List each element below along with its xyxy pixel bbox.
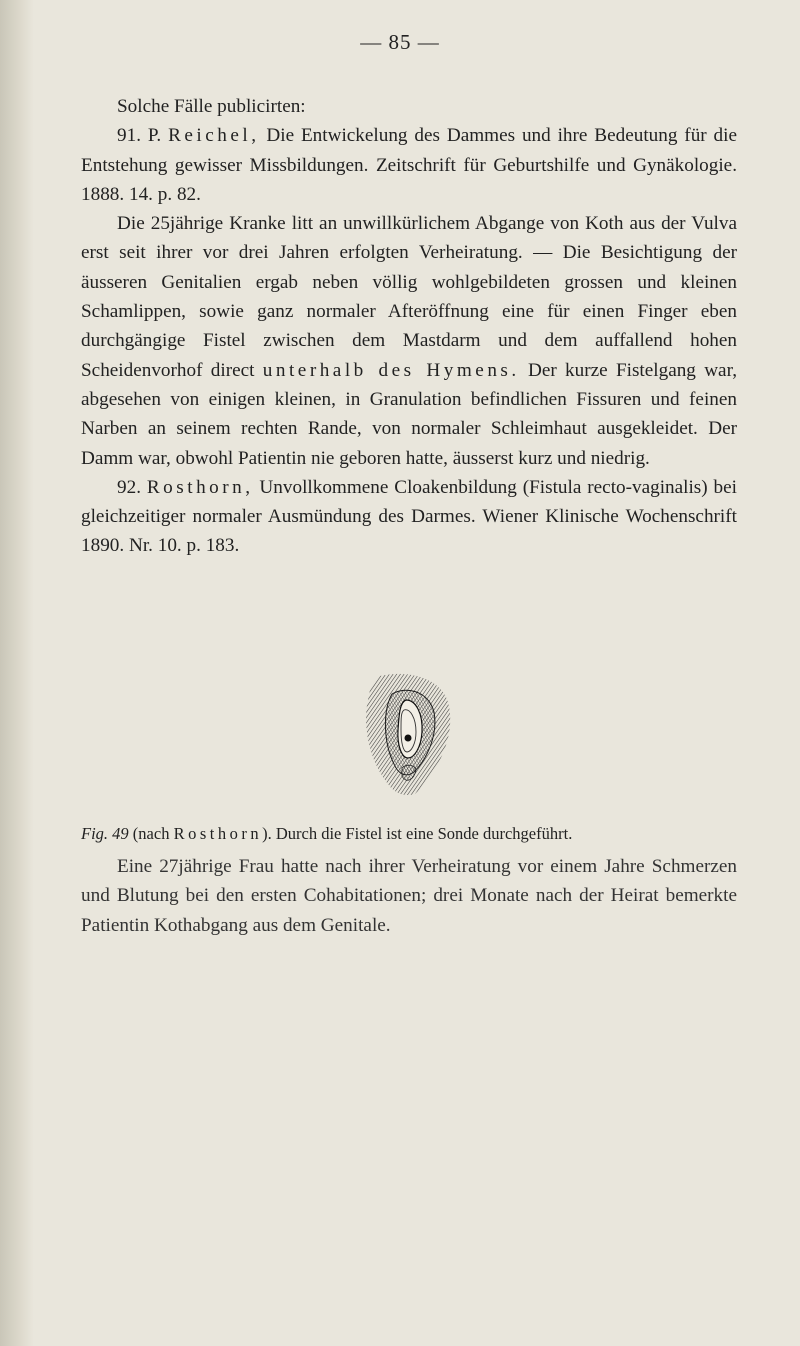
- reference-92-author: Rosthorn,: [146, 476, 254, 498]
- caption-source-suffix: ).: [262, 824, 276, 843]
- case-92-text-block: [81, 852, 737, 940]
- reference-92: [81, 473, 737, 561]
- fistula-probe-point: [405, 735, 412, 742]
- anatomical-illustration: [310, 672, 510, 795]
- case-91-text-after: Der kurze Fistelgang war, abgesehen von einigen kleinen, in Granulation befindlichen Fissuren und feinen Narben an seinem rechten Rande, von normaler Schleimhaut ausgekleidet. Der Damm war, obwohl Patientin nie geboren hatte, äusserst kurz und niedrig.: [81, 359, 737, 469]
- caption-text: Durch die Fistel ist eine Sonde durchgeführt.: [275, 824, 573, 843]
- case-description-91: [81, 209, 737, 473]
- case-description-92: Eine 27jährige Frau hatte nach ihrer Verheiratung vor einem Jahre Schmerzen und Blutung bei den ersten Cohabitationen; drei Monate nach der Heirat bemerkte Patientin Kothabgang aus dem Genitale.: [81, 856, 737, 936]
- page-number: — 85 —: [360, 30, 440, 54]
- caption-source-author: Rosthorn: [173, 824, 263, 843]
- reference-91-author: Reichel,: [168, 125, 260, 147]
- case-91-spaced: unterhalb des Hymens.: [262, 359, 520, 381]
- reference-91-text: Die Entwickelung des Dammes und ihre Bedeutung für die Entstehung gewisser Missbildungen. Zeitschrift für Geburtshilfe und Gynäkologie. 1888. 14. p. 82.: [81, 125, 738, 205]
- figure-caption: [81, 823, 737, 845]
- reference-92-text: Unvollkommene Cloakenbildung (Fistula recto-vaginalis) bei gleichzeitiger normaler Ausmündung des Darmes. Wiener Klinische Wochenschrift 1890. Nr. 10. p. 183.: [81, 476, 737, 557]
- reference-91: [81, 121, 737, 209]
- heading-line: Solche Fälle publicirten:: [117, 96, 306, 117]
- figure-label: Fig. 49: [81, 824, 129, 843]
- reference-92-number: 92.: [117, 476, 141, 498]
- vulva-opening: [398, 700, 422, 758]
- reference-91-number: 91. P.: [117, 125, 162, 147]
- case-91-text-before: Die 25jährige Kranke litt an unwillkürlichem Abgange von Koth aus der Vulva erst seit ihrer vor drei Jahren erfolgten Verheiratung. — Die Besichtigung der äusseren Genitalien ergab neben völlig wohlgebildeten grossen und kleinen Schamlippen, sowie ganz normaler Afteröffnung eine für einen Finger eben durchgängige Fistel zwischen dem Mastdarm und dem auffallend hohen Scheidenvorhof direct: [81, 213, 737, 381]
- main-text: [81, 92, 737, 561]
- caption-source-prefix: (nach: [128, 824, 174, 843]
